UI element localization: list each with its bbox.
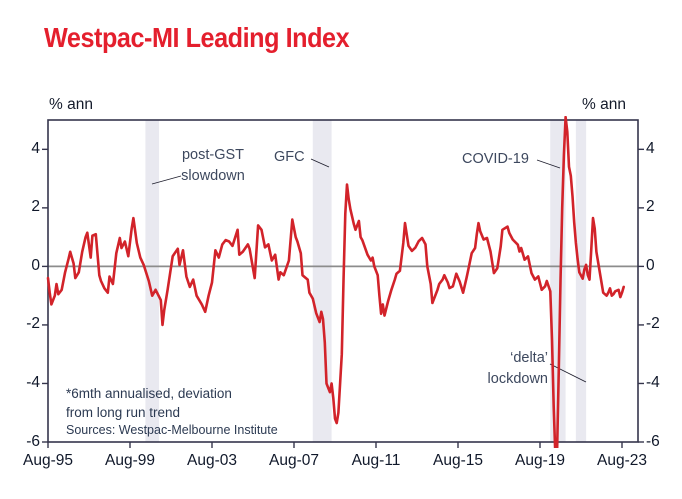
sources-note: Sources: Westpac-Melbourne Institute	[66, 423, 278, 437]
y-tick-label-left--2: -2	[26, 315, 40, 333]
x-tick-label-Aug-95: Aug-95	[23, 452, 73, 469]
annotation-post-gst-line2: slowdown	[181, 168, 245, 184]
y-tick-label-left-2: 2	[31, 198, 40, 216]
event-band-2	[313, 120, 332, 442]
y-tick-label-right-4: 4	[646, 139, 655, 157]
y-tick-label-left-0: 0	[31, 256, 40, 274]
footnote-line2: from long run trend	[66, 405, 181, 420]
y-tick-label-right--6: -6	[646, 432, 660, 450]
y-tick-label-right-0: 0	[646, 256, 655, 274]
annotation-gfc: GFC	[274, 149, 305, 165]
x-tick-label-Aug-11: Aug-11	[351, 452, 401, 469]
y-tick-label-right--2: -2	[646, 315, 660, 333]
y-tick-label-right--4: -4	[646, 373, 660, 391]
y-axis-unit-left: % ann	[49, 96, 93, 113]
x-tick-label-Aug-19: Aug-19	[515, 452, 565, 469]
annotation-post-gst-line1: post-GST	[181, 147, 245, 163]
annotation-covid: COVID-19	[462, 151, 529, 167]
footnote-line1: *6mth annualised, deviation	[66, 386, 232, 401]
annotation-delta-lockdown	[478, 348, 548, 390]
annotation-delta-line2: lockdown	[487, 371, 548, 387]
x-tick-label-Aug-15: Aug-15	[433, 452, 483, 469]
footnote	[66, 384, 232, 422]
y-tick-label-left--4: -4	[26, 373, 40, 391]
event-band-4	[576, 120, 586, 442]
annotation-post-gst	[158, 145, 268, 187]
chart-title: Westpac-MI Leading Index	[44, 22, 350, 53]
x-tick-label-Aug-99: Aug-99	[105, 452, 155, 469]
x-tick-label-Aug-23: Aug-23	[597, 452, 647, 469]
y-tick-label-left-4: 4	[31, 139, 40, 157]
x-tick-label-Aug-03: Aug-03	[187, 452, 237, 469]
x-tick-label-Aug-07: Aug-07	[269, 452, 319, 469]
annotation-delta-line1: ‘delta’	[510, 350, 548, 366]
y-axis-unit-right: % ann	[582, 96, 626, 113]
y-tick-label-right-2: 2	[646, 198, 655, 216]
y-tick-label-left--6: -6	[26, 432, 40, 450]
